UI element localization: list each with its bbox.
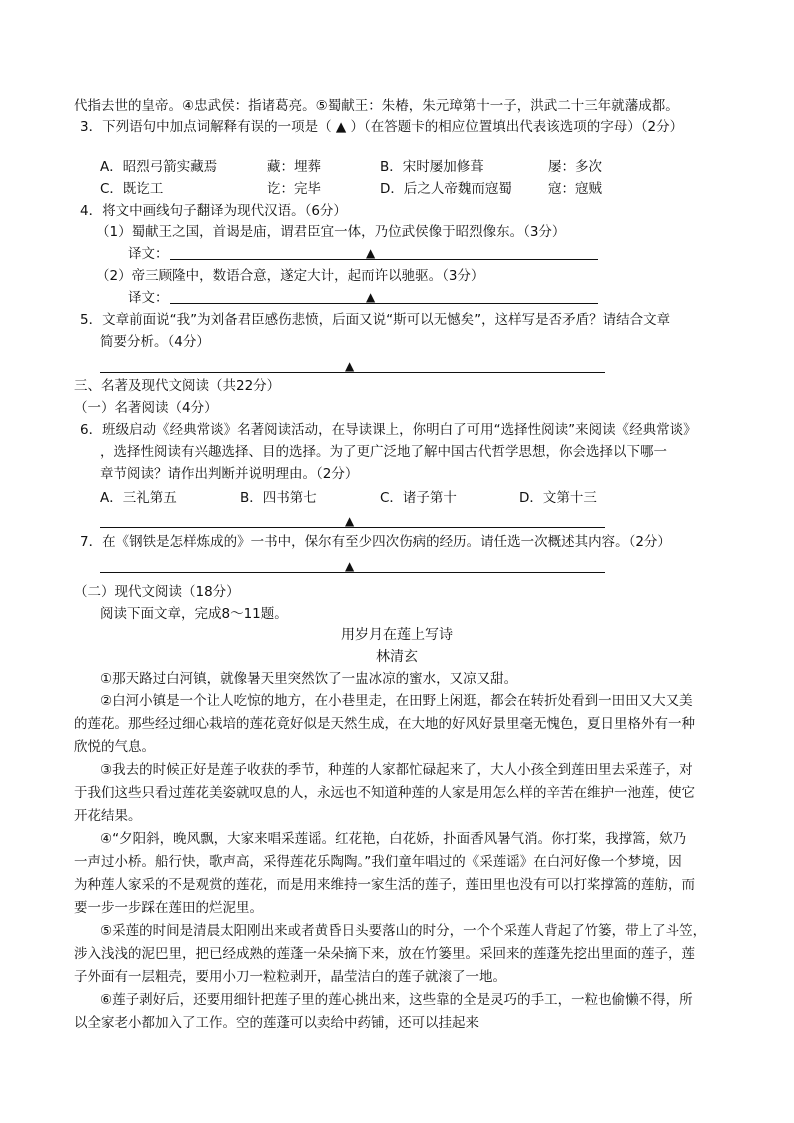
question-4-stem: 4．将文中画线句子翻译为现代汉语。（6分） (80, 203, 347, 219)
article-paragraph-6-line: ⑥莲子剥好后，还要用细针把莲子里的莲心挑出来，这些靠的全是灵巧的手工，一粒也偷懒不得，所 (100, 992, 693, 1008)
article-paragraph-5-line: ⑤采莲的时间是清晨太阳刚出来或者黄昏日头要落山的时分，一个个采莲人背起了竹篓，带上了斗笠， (100, 923, 707, 939)
question-6-line-1: 6．班级启动《经典常谈》名著阅读活动，在导读课上，你明白了可用“选择性阅读”来阅读《经典常谈》 (80, 422, 697, 438)
article-paragraph-4-line: 要一步一步踩在莲田的烂泥里。 (74, 900, 263, 916)
q4-answer-line-2[interactable] (170, 303, 598, 304)
article-paragraph-3-line: 开花结果。 (74, 808, 142, 824)
q3-option-b: B．宋时屡加修葺 (380, 159, 484, 175)
article-paragraph-4-line: 一声过小桥。船行快，歌声高，采得莲花乐陶陶。”我们童年唱过的《采莲谣》在白河好像一个梦境，因 (74, 854, 682, 870)
article-title: 用岁月在莲上写诗 (341, 627, 453, 643)
article-paragraph-6-line: 以全家老小都加入了工作。空的莲蓬可以卖给中药铺，还可以挂起来 (74, 1015, 479, 1031)
blank-marker: ▲ (366, 246, 376, 260)
q4-answer-line-1[interactable] (170, 259, 598, 260)
question-5-line-1: 5．文章前面说“我”为刘备君臣感伤悲愤，后面又说“斯可以无憾矣”，这样写是否矛盾？请结合文章 (80, 312, 671, 328)
article-paragraph-2-line: 欣悦的气息。 (74, 739, 155, 755)
q4-sentence-1: （1）蜀献王之国，首谒是庙，谓君臣宜一体，乃位武侯像于昭烈像东。（3分） (96, 224, 566, 240)
q4-translation-label-1: 译文： (128, 246, 169, 262)
article-paragraph-3-line: ③我去的时候正好是莲子收获的季节，种莲的人家都忙碌起来了，大人小孩全到莲田里去采莲子，对 (100, 762, 693, 778)
blank-marker: ▲ (366, 290, 376, 304)
q6-option-b: B．四书第七 (240, 490, 317, 506)
article-author: 林清玄 (376, 649, 418, 665)
article-paragraph-1: ①那天路过白河镇，就像暑天里突然饮了一盅冰凉的蜜水，又凉又甜。 (100, 671, 518, 687)
article-paragraph-2-line: 的莲花。那些经过细心栽培的莲花竟好似是天然生成，在大地的好风好景里毫无愧色，夏日里格外有一种 (74, 716, 695, 732)
q3-option-c-gloss: 讫：完毕 (267, 181, 321, 197)
article-paragraph-4-line: ④“夕阳斜，晚风飘，大家来唱采莲谣。红花艳，白花娇，扑面香风暑气消。你打桨，我撑篙，欸乃 (100, 831, 687, 847)
q3-option-b-gloss: 屡：多次 (548, 159, 602, 175)
part-2-instruction: 阅读下面文章，完成8～11题。 (100, 606, 288, 622)
q3-option-a: A．昭烈弓箭实藏焉 (100, 159, 218, 175)
article-paragraph-5-line: 子外面有一层粗壳，要用小刀一粒粒剥开，晶莹洁白的莲子就滚了一地。 (74, 969, 506, 985)
blank-marker: ▲ (345, 359, 355, 373)
q3-option-a-gloss: 藏：埋葬 (267, 159, 321, 175)
question-7-line-1: 7．在《钢铁是怎样炼成的》一书中，保尔有至少四次伤病的经历。请任选一次概述其内容。（2分） (80, 534, 671, 550)
q6-option-d: D．文第十三 (519, 490, 597, 506)
blank-marker: ▲ (345, 514, 355, 528)
part-2-title: （二）现代文阅读（18分） (74, 584, 240, 600)
q3-option-d-gloss: 寇：寇贼 (548, 181, 602, 197)
article-paragraph-5-line: 涉入浅浅的泥巴里，把已经成熟的莲蓬一朵朵摘下来，放在竹篓里。采回来的莲蓬先挖出里面的莲子，莲 (74, 946, 695, 962)
q4-sentence-2: （2）帝三顾隆中，数语合意，遂定大计，起而许以驰驱。（3分） (96, 268, 485, 284)
section-3-title: 三、名著及现代文阅读（共22分） (74, 378, 281, 394)
question-3-stem: 3．下列语句中加点词解释有误的一项是（ ▲ ）（在答题卡的相应位置填出代表该选项的字母）（2分） (80, 119, 684, 135)
q4-translation-label-2: 译文： (128, 290, 169, 306)
q6-option-c: C．诸子第十 (380, 490, 457, 506)
q3-option-d: D．后之人帝魏而寇蜀 (380, 181, 512, 197)
q3-option-c: C．既讫工 (100, 181, 164, 197)
footnote-line: 代指去世的皇帝。④忠武侯：指诸葛亮。⑤蜀献王：朱椿，朱元璋第十一子，洪武二十三年就藩成都。 (74, 98, 679, 114)
article-paragraph-2-line: ②白河小镇是一个让人吃惊的地方，在小巷里走，在田野上闲逛，都会在转折处看到一田田又大又美 (100, 693, 693, 709)
part-1-title: （一）名著阅读（4分） (74, 400, 218, 416)
question-5-line-2: 简要分析。（4分） (100, 334, 210, 350)
question-6-line-3: 章节阅读？请作出判断并说明理由。（2分） (100, 466, 359, 482)
q6-option-a: A．三礼第五 (100, 490, 177, 506)
question-6-line-2: ，选择性阅读有兴趣选择、目的选择。为了更广泛地了解中国古代哲学思想，你会选择以下哪一 (100, 444, 667, 460)
blank-marker: ▲ (345, 559, 355, 573)
article-paragraph-3-line: 于我们这些只看过莲花美姿就叹息的人，永远也不知道种莲的人家是用怎么样的辛苦在维护一池莲，使它 (74, 785, 695, 801)
article-paragraph-4-line: 为种莲人家采的不是观赏的莲花，而是用来维持一家生活的莲子，莲田里也没有可以打桨撑篙的莲舫，而 (74, 877, 695, 893)
